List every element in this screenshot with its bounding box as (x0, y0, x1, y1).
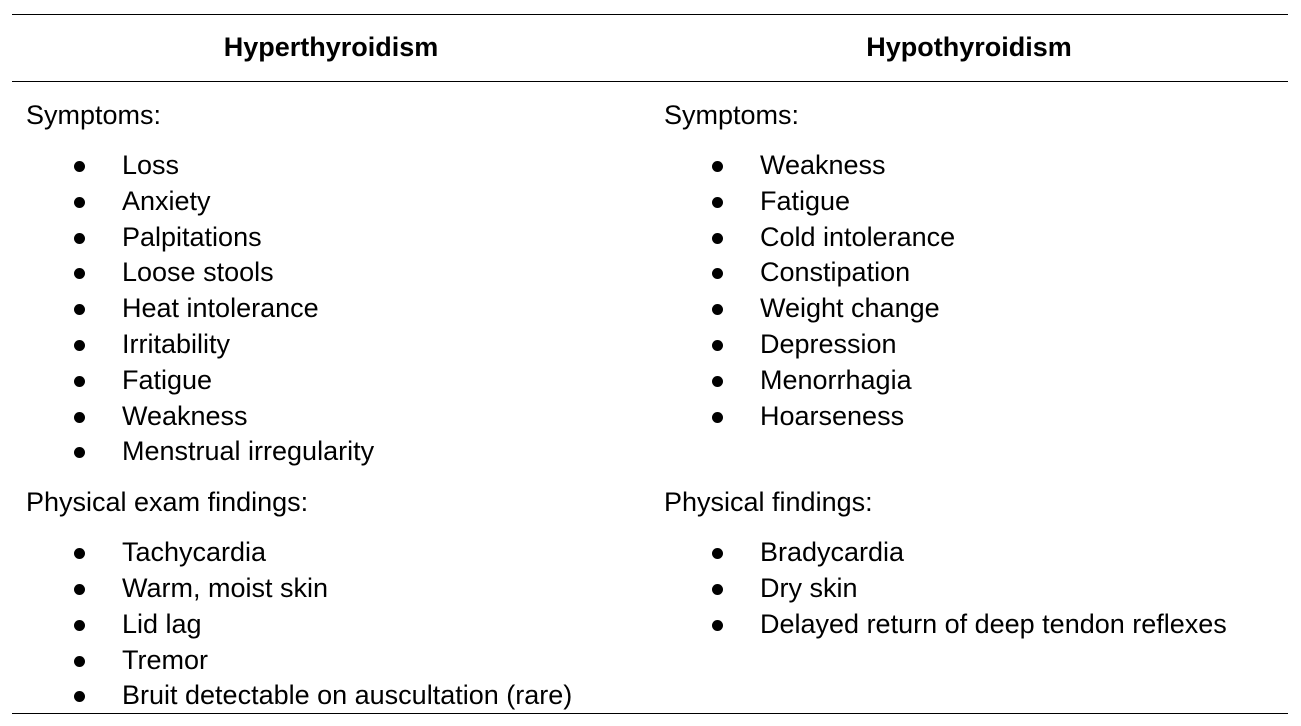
bullet-icon (74, 161, 85, 172)
bullet-icon (74, 447, 85, 458)
bullet-icon (74, 584, 85, 595)
bullet-icon (74, 233, 85, 244)
list-item (664, 535, 1284, 571)
bullet-icon (712, 584, 723, 595)
list-item-text: Loose stools (122, 257, 274, 288)
list-item-text: Dry skin (760, 573, 858, 604)
list-item (26, 399, 646, 435)
bullet-icon (712, 304, 723, 315)
list-item (664, 148, 1284, 184)
list-item-text: Bradycardia (760, 537, 905, 568)
bullet-icon (712, 620, 723, 631)
hypo-symptoms-label: Symptoms: (664, 100, 800, 130)
list-item-text: Lid lag (122, 608, 202, 639)
list-item-text: Delayed return of deep tendon reflexes (760, 608, 1227, 639)
bullet-icon (74, 656, 85, 667)
list-item (664, 184, 1284, 220)
bullet-icon (74, 340, 85, 351)
hypo-findings-list (664, 535, 1284, 642)
list-item-text: Constipation (760, 257, 911, 288)
list-item (664, 399, 1284, 435)
list-item (26, 607, 646, 643)
list-item-text: Loss (122, 150, 180, 180)
list-item (26, 434, 646, 470)
list-item-text: Warm, moist skin (122, 572, 329, 603)
bullet-icon (74, 691, 85, 702)
bullet-icon (74, 548, 85, 559)
list-item (664, 363, 1284, 399)
bullet-icon (712, 412, 723, 423)
column-header-hyperthyroidism: Hyperthyroidism (223, 32, 439, 62)
list-item-text: Tremor (122, 644, 208, 675)
bullet-icon (712, 340, 723, 351)
list-item-text: Menorrhagia (760, 364, 912, 395)
list-item (664, 220, 1284, 256)
list-item-text: Hoarseness (760, 400, 905, 431)
list-item-text: Anxiety (122, 185, 211, 216)
hypo-symptoms-list (664, 148, 1284, 434)
list-item (26, 363, 646, 399)
bullet-icon (74, 197, 85, 208)
bullet-icon (74, 412, 85, 423)
list-item (26, 291, 646, 327)
list-item-text: Heat intolerance (122, 293, 319, 324)
hyper-findings-label: Physical exam findings: (26, 487, 309, 518)
list-item-text: Palpitations (122, 221, 262, 252)
list-item (26, 678, 646, 714)
hyper-symptoms-label: Symptoms: (26, 100, 162, 130)
list-item-text: Weakness (760, 150, 886, 180)
list-item-text: Irritability (122, 328, 231, 359)
list-item-text: Depression (760, 328, 897, 359)
list-item-text: Cold intolerance (760, 221, 956, 252)
list-item-text: Tachycardia (122, 537, 267, 568)
bullet-icon (712, 548, 723, 559)
list-item-text: Fatigue (760, 185, 851, 216)
list-item-text: Weight change (760, 293, 940, 324)
bullet-icon (74, 620, 85, 631)
list-item (26, 255, 646, 291)
list-item (26, 643, 646, 679)
bullet-icon (712, 268, 723, 279)
bullet-icon (712, 161, 723, 172)
column-header-hypothyroidism: Hypothyroidism (866, 32, 1072, 62)
list-item (664, 327, 1284, 363)
list-item-text: Menstrual irregularity (122, 436, 375, 467)
list-item (26, 327, 646, 363)
hyperthyroidism-column (26, 97, 646, 714)
bullet-icon (712, 376, 723, 387)
table-bottom-rule (12, 713, 1288, 714)
bullet-icon (74, 268, 85, 279)
header-rule (12, 81, 1288, 82)
list-item (26, 571, 646, 607)
list-item (26, 220, 646, 256)
bullet-icon (74, 304, 85, 315)
list-item (26, 535, 646, 571)
list-item-text: Fatigue (122, 364, 213, 395)
bullet-icon (74, 376, 85, 387)
list-item (664, 291, 1284, 327)
list-item (664, 607, 1284, 643)
list-item-text: Weakness (122, 400, 248, 431)
table-top-rule (12, 14, 1288, 15)
hypothyroidism-column (664, 97, 1284, 643)
list-item (664, 571, 1284, 607)
list-item-text: Bruit detectable on auscultation (rare) (122, 680, 573, 711)
list-item (26, 184, 646, 220)
bullet-icon (712, 233, 723, 244)
hyper-findings-list (26, 535, 646, 714)
list-item (26, 148, 646, 184)
list-item (664, 255, 1284, 291)
hyper-symptoms-list (26, 148, 646, 470)
hypo-findings-label: Physical findings: (664, 487, 873, 518)
bullet-icon (712, 197, 723, 208)
